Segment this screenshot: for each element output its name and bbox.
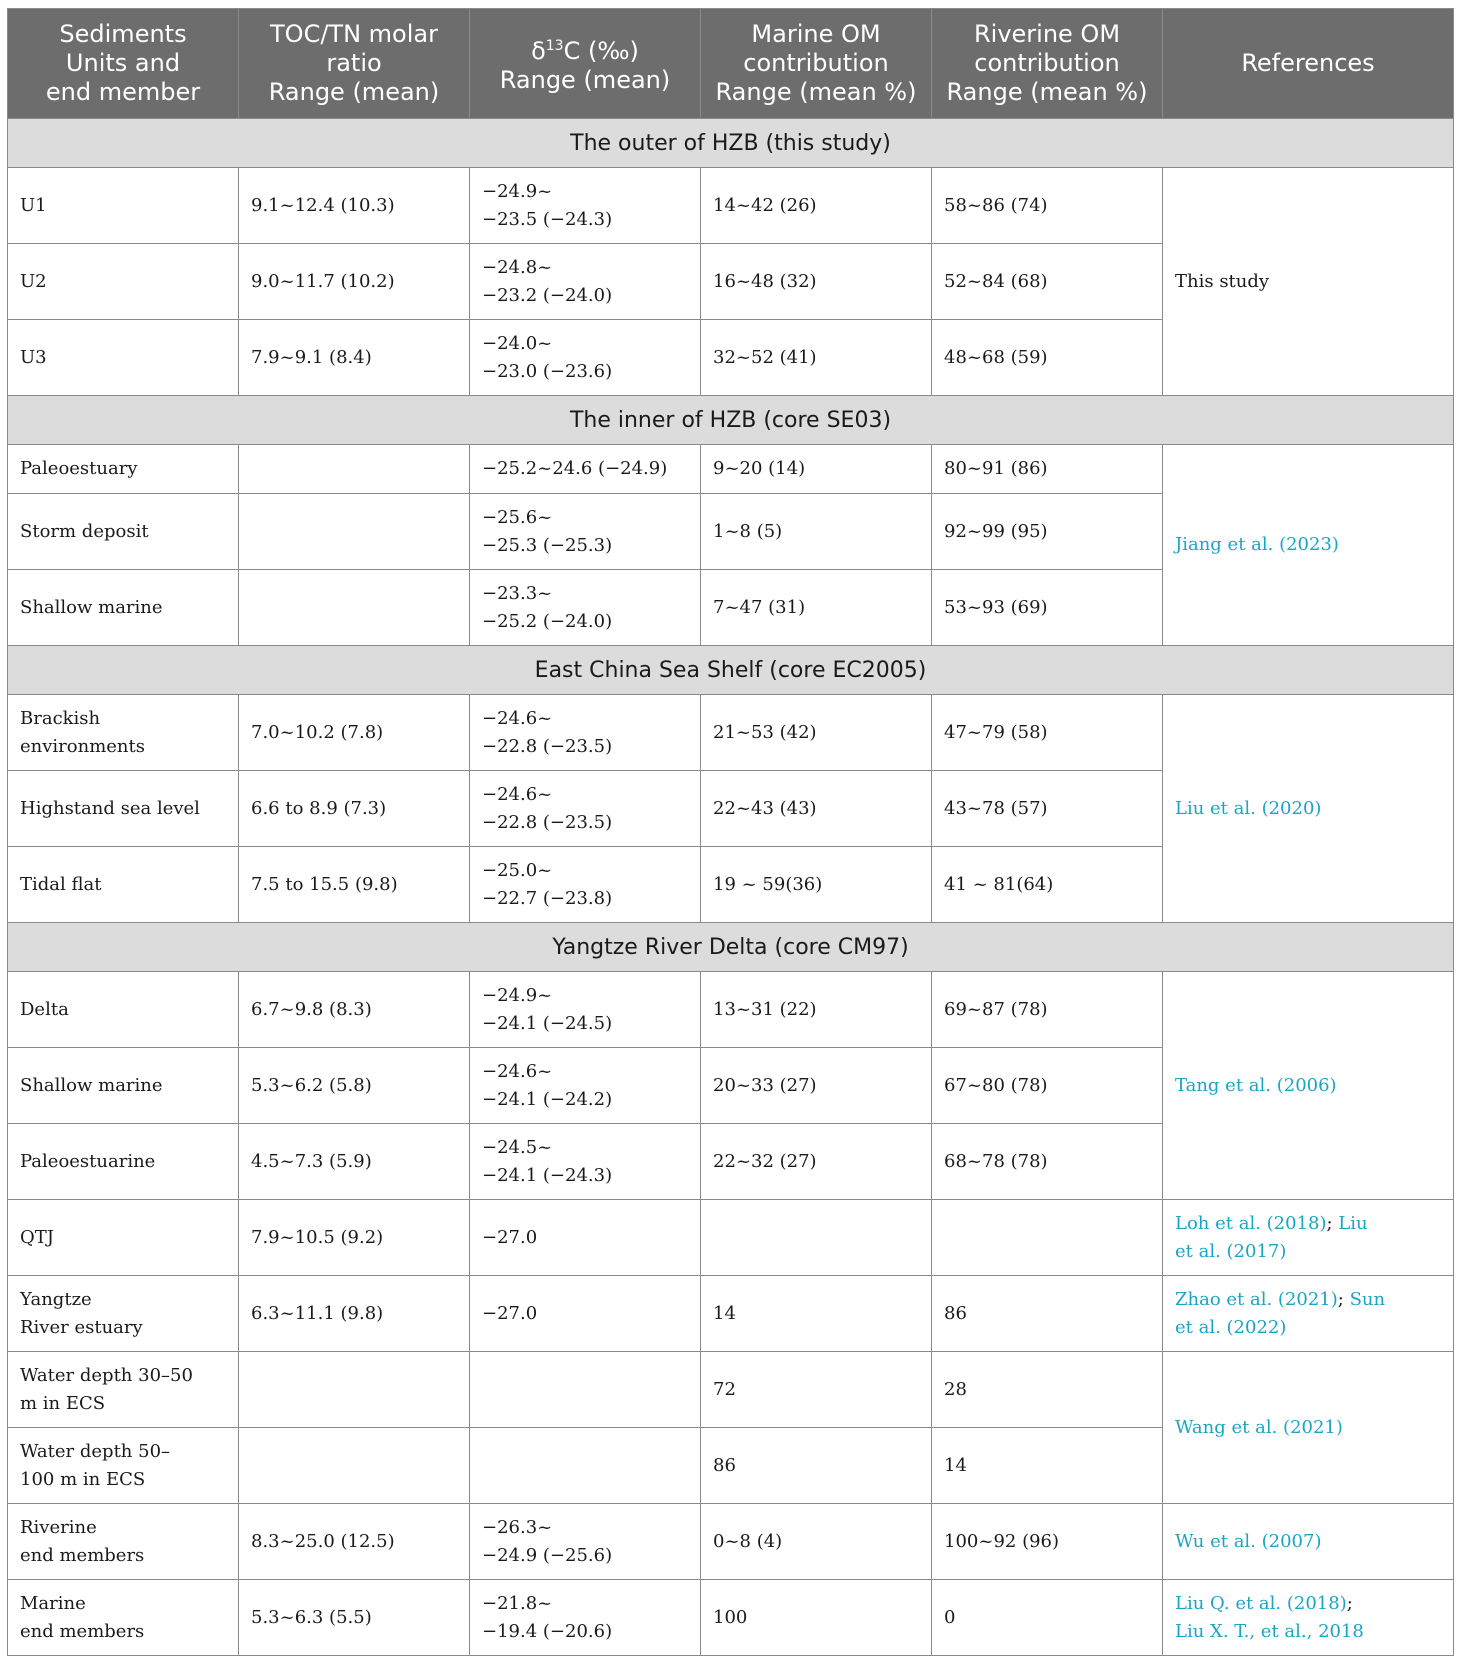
riverine-cell: 67~80 (78)	[932, 1048, 1163, 1124]
reference-link[interactable]: Jiang et al. (2023)	[1175, 534, 1339, 555]
header-d13c: $\delta^{13}C$ (‰) Range (mean)	[470, 9, 701, 119]
unit-cell: Riverine end members	[8, 1504, 239, 1580]
table-row	[8, 695, 1454, 771]
d13c-cell	[470, 1352, 701, 1428]
d13c-cell: −24.9~ −23.5 (−24.3)	[470, 168, 701, 244]
reference-link[interactable]: Sun	[1349, 1288, 1386, 1310]
unit-cell: Water depth 30–50 m in ECS	[8, 1352, 239, 1428]
riverine-cell: 92~99 (95)	[932, 494, 1163, 570]
table-row	[8, 445, 1454, 494]
reference-link[interactable]: Liu et al. (2020)	[1175, 797, 1322, 819]
riverine-cell: 80~91 (86)	[932, 445, 1163, 494]
marine-cell: 21~53 (42)	[701, 695, 932, 771]
reference-cell: Zhao et al. (2021); Sun et al. (2022)	[1163, 1276, 1454, 1352]
reference-link[interactable]: Loh et al. (2018)	[1175, 1212, 1327, 1234]
section-row	[8, 923, 1454, 972]
riverine-cell: 100~92 (96)	[932, 1504, 1163, 1580]
d13c-cell: −24.9~ −24.1 (−24.5)	[470, 972, 701, 1048]
riverine-cell: 48~68 (59)	[932, 320, 1163, 396]
section-title: Yangtze River Delta (core CM97)	[8, 923, 1454, 972]
reference-cell	[1163, 1352, 1454, 1504]
toc-cell: 6.7~9.8 (8.3)	[239, 972, 470, 1048]
marine-cell: 86	[701, 1428, 932, 1504]
toc-cell	[239, 1352, 470, 1428]
header-riverine-om: Riverine OM contribution Range (mean %)	[932, 9, 1163, 119]
toc-cell	[239, 570, 470, 646]
d13c-cell: −25.6~ −25.3 (−25.3)	[470, 494, 701, 570]
d13c-cell: −25.2~24.6 (−24.9)	[470, 445, 701, 494]
d13c-cell: −25.0~ −22.7 (−23.8)	[470, 847, 701, 923]
unit-cell: Yangtze River estuary	[8, 1276, 239, 1352]
riverine-cell: 43~78 (57)	[932, 771, 1163, 847]
d13c-cell: −27.0	[470, 1276, 701, 1352]
reference-link[interactable]: et al. (2017)	[1175, 1240, 1287, 1262]
riverine-cell: 14	[932, 1428, 1163, 1504]
riverine-cell: 69~87 (78)	[932, 972, 1163, 1048]
section-title: The outer of HZB (this study)	[8, 119, 1454, 168]
reference-link[interactable]: Liu	[1338, 1212, 1368, 1234]
toc-cell: 5.3~6.2 (5.8)	[239, 1048, 470, 1124]
unit-cell: Highstand sea level	[8, 771, 239, 847]
reference-cell	[1163, 445, 1454, 646]
riverine-cell: 28	[932, 1352, 1163, 1428]
riverine-cell: 53~93 (69)	[932, 570, 1163, 646]
unit-cell: Storm deposit	[8, 494, 239, 570]
header-references: References	[1163, 9, 1454, 119]
unit-cell: Delta	[8, 972, 239, 1048]
reference-link[interactable]: Wang et al. (2021)	[1175, 1416, 1343, 1438]
riverine-cell: 41 ~ 81(64)	[932, 847, 1163, 923]
toc-cell: 7.9~9.1 (8.4)	[239, 320, 470, 396]
marine-cell: 14~42 (26)	[701, 168, 932, 244]
unit-cell: Shallow marine	[8, 1048, 239, 1124]
reference-cell	[1163, 972, 1454, 1200]
reference-cell: Liu Q. et al. (2018); Liu X. T., et al., 2018	[1163, 1580, 1454, 1656]
marine-cell: 19 ~ 59(36)	[701, 847, 932, 923]
d13c-cell: −24.6~ −22.8 (−23.5)	[470, 695, 701, 771]
marine-cell: 1~8 (5)	[701, 494, 932, 570]
toc-cell: 4.5~7.3 (5.9)	[239, 1124, 470, 1200]
reference-link[interactable]: Zhao et al. (2021)	[1175, 1288, 1338, 1310]
marine-cell: 72	[701, 1352, 932, 1428]
reference-text: This study	[1175, 270, 1270, 292]
unit-cell: U1	[8, 168, 239, 244]
unit-cell: Tidal flat	[8, 847, 239, 923]
toc-cell: 6.3~11.1 (9.8)	[239, 1276, 470, 1352]
toc-cell: 6.6 to 8.9 (7.3)	[239, 771, 470, 847]
riverine-cell: 68~78 (78)	[932, 1124, 1163, 1200]
unit-cell: U2	[8, 244, 239, 320]
section-row	[8, 119, 1454, 168]
reference-link[interactable]: et al. (2022)	[1175, 1316, 1287, 1338]
section-row	[8, 396, 1454, 445]
toc-cell: 7.5 to 15.5 (9.8)	[239, 847, 470, 923]
unit-cell: Brackish environments	[8, 695, 239, 771]
reference-cell	[1163, 1504, 1454, 1580]
marine-cell: 0~8 (4)	[701, 1504, 932, 1580]
unit-cell: Water depth 50– 100 m in ECS	[8, 1428, 239, 1504]
table-row	[8, 972, 1454, 1048]
header-sediments: Sediments Units and end member	[8, 9, 239, 119]
toc-cell: 5.3~6.3 (5.5)	[239, 1580, 470, 1656]
marine-cell: 100	[701, 1580, 932, 1656]
reference-cell	[1163, 695, 1454, 923]
toc-cell: 7.0~10.2 (7.8)	[239, 695, 470, 771]
reference-link[interactable]: Tang et al. (2006)	[1175, 1074, 1337, 1096]
riverine-cell: 47~79 (58)	[932, 695, 1163, 771]
riverine-cell	[932, 1200, 1163, 1276]
toc-cell: 7.9~10.5 (9.2)	[239, 1200, 470, 1276]
marine-cell: 22~32 (27)	[701, 1124, 932, 1200]
marine-cell: 7~47 (31)	[701, 570, 932, 646]
d13c-cell: −24.6~ −24.1 (−24.2)	[470, 1048, 701, 1124]
d13c-cell: −27.0	[470, 1200, 701, 1276]
table-row	[8, 1352, 1454, 1428]
section-row	[8, 646, 1454, 695]
unit-cell: U3	[8, 320, 239, 396]
d13c-cell: −24.6~ −22.8 (−23.5)	[470, 771, 701, 847]
marine-cell: 14	[701, 1276, 932, 1352]
header-marine-om: Marine OM contribution Range (mean %)	[701, 9, 932, 119]
reference-link[interactable]: Liu X. T., et al., 2018	[1175, 1620, 1364, 1642]
marine-cell: 32~52 (41)	[701, 320, 932, 396]
unit-cell: Shallow marine	[8, 570, 239, 646]
unit-cell: QTJ	[8, 1200, 239, 1276]
header-toc-tn: TOC/TN molar ratio Range (mean)	[239, 9, 470, 119]
toc-cell	[239, 1428, 470, 1504]
marine-cell	[701, 1200, 932, 1276]
marine-cell: 16~48 (32)	[701, 244, 932, 320]
reference-cell: Loh et al. (2018); Liu et al. (2017)	[1163, 1200, 1454, 1276]
table-row	[8, 1276, 1454, 1352]
d13c-cell: −21.8~ −19.4 (−20.6)	[470, 1580, 701, 1656]
header-row	[8, 9, 1454, 119]
d13c-cell	[470, 1428, 701, 1504]
toc-cell	[239, 445, 470, 494]
toc-cell	[239, 494, 470, 570]
unit-cell: Paleoestuary	[8, 445, 239, 494]
marine-cell: 22~43 (43)	[701, 771, 932, 847]
table-row	[8, 1580, 1454, 1656]
riverine-cell: 0	[932, 1580, 1163, 1656]
d13c-cell: −23.3~ −25.2 (−24.0)	[470, 570, 701, 646]
d13c-cell: −24.5~ −24.1 (−24.3)	[470, 1124, 701, 1200]
reference-link[interactable]: Wu et al. (2007)	[1175, 1530, 1322, 1552]
unit-cell: Marine end members	[8, 1580, 239, 1656]
d13c-cell: −26.3~ −24.9 (−25.6)	[470, 1504, 701, 1580]
reference-link[interactable]: Liu Q. et al. (2018)	[1175, 1592, 1347, 1614]
reference-cell	[1163, 168, 1454, 396]
d13c-cell: −24.0~ −23.0 (−23.6)	[470, 320, 701, 396]
table-row	[8, 1504, 1454, 1580]
toc-cell: 9.1~12.4 (10.3)	[239, 168, 470, 244]
section-title: East China Sea Shelf (core EC2005)	[8, 646, 1454, 695]
toc-cell: 9.0~11.7 (10.2)	[239, 244, 470, 320]
marine-cell: 13~31 (22)	[701, 972, 932, 1048]
marine-cell: 9~20 (14)	[701, 445, 932, 494]
riverine-cell: 58~86 (74)	[932, 168, 1163, 244]
d13c-cell: −24.8~ −23.2 (−24.0)	[470, 244, 701, 320]
toc-cell: 8.3~25.0 (12.5)	[239, 1504, 470, 1580]
riverine-cell: 86	[932, 1276, 1163, 1352]
section-title: The inner of HZB (core SE03)	[8, 396, 1454, 445]
table-row	[8, 1200, 1454, 1276]
marine-cell: 20~33 (27)	[701, 1048, 932, 1124]
unit-cell: Paleoestuarine	[8, 1124, 239, 1200]
table-row	[8, 168, 1454, 244]
data-table	[7, 8, 1454, 1656]
riverine-cell: 52~84 (68)	[932, 244, 1163, 320]
